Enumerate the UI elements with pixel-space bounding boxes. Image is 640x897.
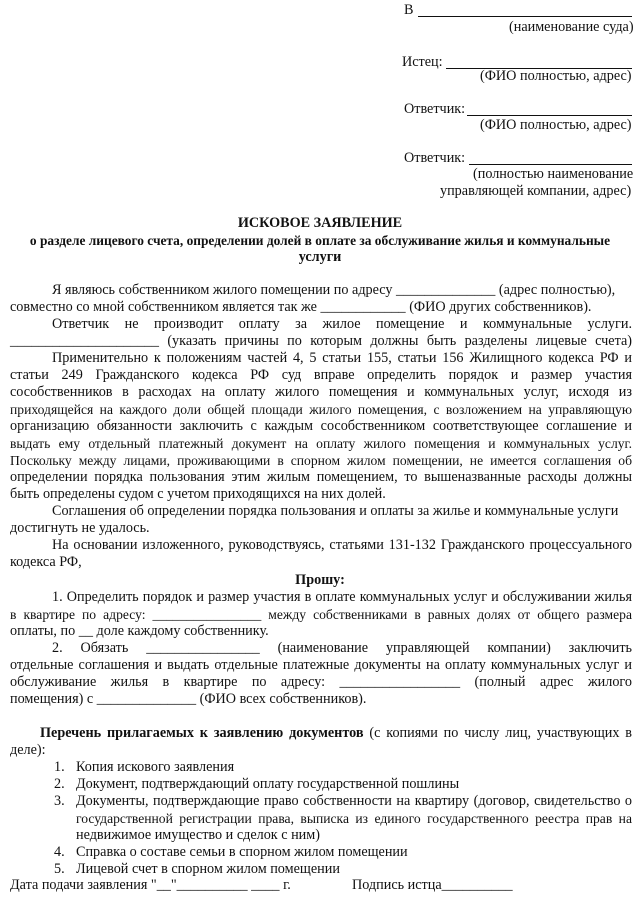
defendant1-hint: (ФИО полностью, адрес): [480, 117, 632, 133]
defendant2-label: Ответчик:: [404, 150, 466, 166]
defendant2-line: [469, 164, 632, 165]
document-title: ИСКОВОЕ ЗАЯВЛЕНИЕ: [237, 215, 403, 231]
attachment-item: Справка о составе семьи в спорном жилом помещении: [76, 844, 408, 860]
attachments-heading-rest: (с копиями по числу лиц, участвующих в: [363, 725, 632, 741]
request-2-line-2: отдельные соглашения и выдать отдельные платежные документы на оплату коммунальных услуг и: [10, 657, 632, 673]
p5-line-1: На основании изложенного, руководствуясь, статьями 131-132 Гражданского процессуального: [52, 537, 632, 553]
court-hint: (наименование суда): [509, 19, 634, 35]
attachment-item: Копия искового заявления: [76, 759, 235, 775]
request-2-line-1: 2. Обязать ________________ (наименование управляющей компании) заключить: [52, 640, 632, 656]
submission-date: Дата подачи заявления "__"__________ ____ г.: [10, 877, 291, 893]
p3-line-8: определении порядка пользования этим жилым помещением, то вышеназванные расходы должны: [10, 469, 632, 485]
attachment-item: Документы, подтверждающие право собственности на квартиру (договор, свидетельство о: [76, 793, 632, 809]
p1-line-1: Я являюсь собственником жилого помещении по адресу ______________ (адрес полностью),: [52, 282, 616, 298]
attachment-item-cont: государственной регистрации права, выписка из единого государственного реестра прав на: [76, 811, 632, 826]
attachments-heading-bold: Перечень прилагаемых к заявлению документов: [40, 725, 364, 741]
attachment-num: 4.: [54, 844, 65, 860]
request-1-line-2: в квартире по адресу: ________________ между собственниками в равных долях от общего размера: [10, 607, 632, 622]
p3-line-7: Поскольку между лицами, проживающими в спорном жилом помещении, не имеется соглашения об: [10, 453, 632, 468]
p4-line-1: Соглашения об определении порядка пользования и оплаты за жилье и коммунальные услуги: [52, 503, 619, 519]
attachment-item-cont: недвижимое имущество и сделок с ним): [76, 827, 320, 843]
p3-line-4: приходящейся на каждого доли общей площади жилого помещения, с возложением на управляющую: [10, 402, 632, 417]
attachment-item: Документ, подтверждающий оплату государственной пошлины: [76, 776, 460, 792]
request-2-line-4: помещения) с ______________ (ФИО всех собственников).: [10, 691, 367, 707]
court-line: [418, 16, 632, 17]
defendant2-hint-2: управляющей компании, адрес): [440, 183, 632, 199]
p1-line-2: совместно со мной собственником является так же ____________ (ФИО других собственников).: [10, 299, 592, 315]
p3-line-9: быть определены судом с учетом приходящихся на них долей.: [10, 486, 386, 502]
attachment-num: 2.: [54, 776, 65, 792]
p3-line-2: статьи 249 Гражданского кодекса РФ суд вправе определить порядок и размер участия: [10, 367, 632, 383]
p2-line-1: Ответчик не производит оплату за жилое помещение и коммунальные услуги.: [52, 316, 632, 332]
p2-line-2: _____________________ (указать причины по которым должны быть разделены лицевые счета): [10, 333, 632, 349]
request-1-line-1: 1. Определить порядок и размер участия в оплате коммунальных услуг и обслуживании жилья: [52, 589, 632, 605]
p3-line-1: Применительно к положениям частей 4, 5 статьи 155, статьи 156 Жилищного кодекса РФ и: [52, 350, 632, 366]
attachment-num: 5.: [54, 861, 65, 877]
court-prefix: В: [404, 2, 414, 18]
document-subtitle-2: услуги: [298, 249, 342, 265]
plaintiff-hint: (ФИО полностью, адрес): [480, 68, 632, 84]
attachment-num: 3.: [54, 793, 65, 809]
defendant1-line: [467, 115, 632, 116]
request-heading: Прошу:: [295, 572, 345, 588]
attachment-num: 1.: [54, 759, 65, 775]
plaintiff-label: Истец:: [402, 54, 443, 70]
request-2-line-3: обслуживание жилья в квартире по адресу: _________________ (полный адрес жилого: [10, 674, 632, 690]
defendant2-hint-1: (полностью наименование: [473, 166, 634, 182]
plaintiff-signature: Подпись истца__________: [352, 877, 513, 893]
defendant1-label: Ответчик:: [404, 101, 466, 117]
p3-line-6: выдать ему отдельный платежный документ на оплату жилого помещения и коммунальных услуг.: [10, 436, 632, 451]
attachments-heading: [40, 725, 632, 742]
p3-line-3: сособственников в расходах на оплату жилого помещения и коммунальных услуг, исходя из: [10, 384, 632, 400]
p4-line-2: достигнуть не удалось.: [10, 520, 150, 536]
p5-line-2: кодекса РФ,: [10, 554, 82, 570]
request-1-line-3: оплаты, по __ доле каждому собственнику.: [10, 623, 269, 639]
p3-line-5: организацию обязанности заключить с каждым сособственником соответствующее соглашение и: [10, 418, 632, 434]
attachment-item: Лицевой счет в спорном жилом помещении: [76, 861, 340, 877]
attachments-heading-line-2: деле):: [10, 742, 46, 758]
document-subtitle-1: о разделе лицевого счета, определении долей в оплате за обслуживание жилья и коммунальные: [29, 233, 611, 248]
